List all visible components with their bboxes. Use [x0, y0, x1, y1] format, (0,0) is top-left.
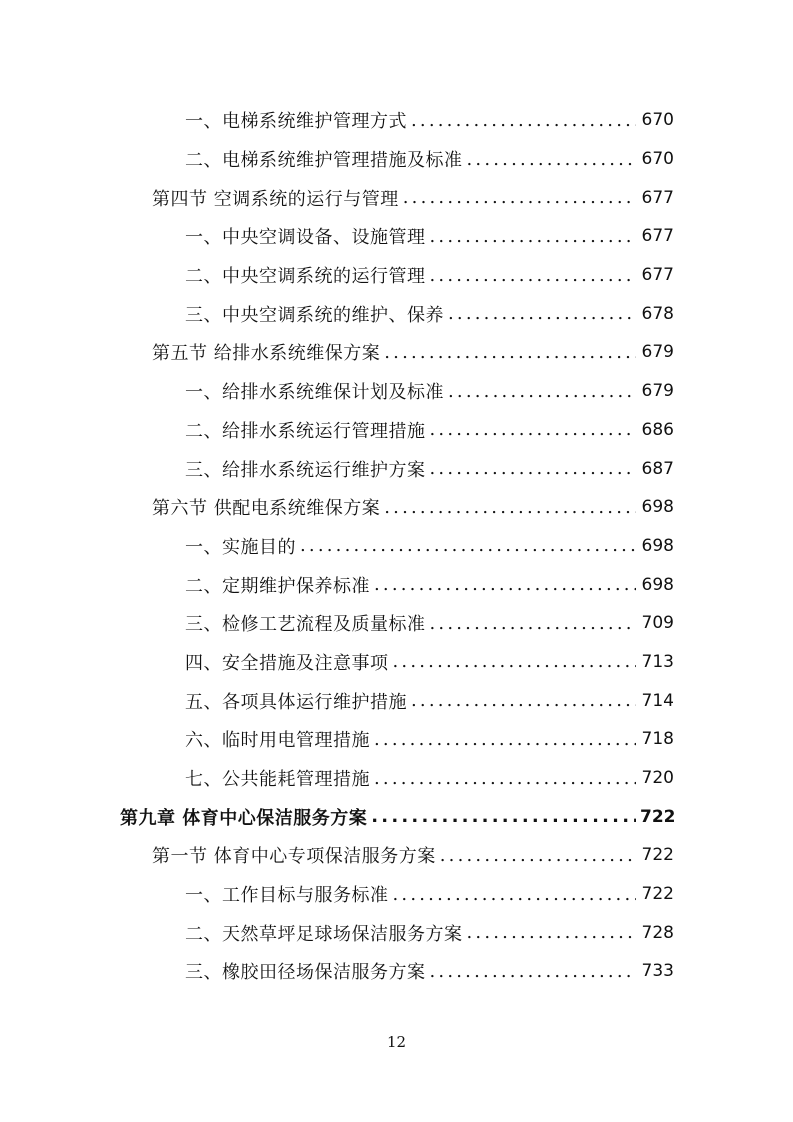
toc-leader-dots — [430, 458, 637, 479]
toc-leader-dots — [411, 110, 636, 131]
toc-chapter-entry[interactable] — [0, 797, 793, 836]
toc-entry-page: 678 — [641, 303, 674, 324]
toc-entry-page: 698 — [641, 535, 674, 556]
toc-entry-title: 第六节 供配电系统维保方案 — [152, 498, 381, 520]
toc-leader-dots — [467, 922, 637, 943]
toc-entry-title: 二、电梯系统维护管理措施及标准 — [185, 150, 463, 172]
toc-entry-title: 三、中央空调系统的维护、保养 — [185, 304, 444, 326]
toc-entry-title: 四、安全措施及注意事项 — [185, 652, 389, 674]
toc-entry-page: 677 — [641, 226, 674, 247]
toc-subsection-entry[interactable] — [0, 681, 793, 720]
toc-entry-title: 一、给排水系统维保计划及标准 — [185, 382, 444, 404]
toc-leader-dots — [371, 806, 636, 827]
table-of-contents — [0, 101, 793, 991]
toc-section-entry[interactable] — [0, 178, 793, 217]
toc-subsection-entry[interactable] — [0, 952, 793, 991]
toc-section-entry[interactable] — [0, 488, 793, 527]
toc-subsection-entry[interactable] — [0, 913, 793, 952]
toc-subsection-entry[interactable] — [0, 256, 793, 295]
toc-entry-page: 733 — [641, 961, 674, 982]
toc-subsection-entry[interactable] — [0, 759, 793, 798]
toc-entry-page: 679 — [641, 381, 674, 402]
toc-entry-title: 一、中央空调设备、设施管理 — [185, 227, 426, 249]
toc-entry-page: 670 — [641, 110, 674, 131]
toc-entry-title: 三、给排水系统运行维护方案 — [185, 459, 426, 481]
toc-entry-page: 728 — [641, 922, 674, 943]
toc-entry-title: 第一节 体育中心专项保洁服务方案 — [152, 846, 436, 868]
page-number: 12 — [386, 1033, 407, 1051]
toc-entry-title: 三、检修工艺流程及质量标准 — [185, 614, 426, 636]
toc-entry-title: 七、公共能耗管理措施 — [185, 769, 370, 791]
toc-leader-dots — [374, 574, 636, 595]
toc-leader-dots — [467, 149, 637, 170]
toc-entry-page: 679 — [641, 342, 674, 363]
toc-leader-dots — [448, 381, 636, 402]
toc-entry-page: 714 — [641, 690, 674, 711]
toc-entry-title: 第九章 体育中心保洁服务方案 — [120, 807, 368, 829]
toc-subsection-entry[interactable] — [0, 875, 793, 914]
toc-leader-dots — [374, 768, 636, 789]
toc-entry-title: 第四节 空调系统的运行与管理 — [152, 188, 399, 210]
toc-entry-title: 一、实施目的 — [185, 536, 296, 558]
toc-section-entry[interactable] — [0, 333, 793, 372]
toc-entry-page: 686 — [641, 419, 674, 440]
toc-entry-page: 722 — [640, 806, 676, 827]
toc-entry-page: 718 — [641, 729, 674, 750]
toc-leader-dots — [403, 187, 636, 208]
toc-subsection-entry[interactable] — [0, 604, 793, 643]
toc-subsection-entry[interactable] — [0, 720, 793, 759]
toc-entry-page: 677 — [641, 265, 674, 286]
toc-leader-dots — [374, 729, 636, 750]
toc-subsection-entry[interactable] — [0, 643, 793, 682]
toc-subsection-entry[interactable] — [0, 527, 793, 566]
toc-entry-title: 一、电梯系统维护管理方式 — [185, 111, 407, 133]
toc-entry-page: 709 — [641, 613, 674, 634]
toc-leader-dots — [411, 690, 636, 711]
toc-entry-title: 六、临时用电管理措施 — [185, 730, 370, 752]
toc-leader-dots — [430, 226, 637, 247]
toc-subsection-entry[interactable] — [0, 449, 793, 488]
toc-leader-dots — [430, 613, 637, 634]
toc-entry-page: 677 — [641, 187, 674, 208]
toc-subsection-entry[interactable] — [0, 101, 793, 140]
toc-entry-title: 三、橡胶田径场保洁服务方案 — [185, 962, 426, 984]
toc-entry-title: 一、工作目标与服务标准 — [185, 885, 389, 907]
toc-subsection-entry[interactable] — [0, 411, 793, 450]
toc-entry-title: 二、天然草坪足球场保洁服务方案 — [185, 923, 463, 945]
toc-leader-dots — [300, 535, 636, 556]
toc-entry-page: 670 — [641, 149, 674, 170]
toc-leader-dots — [440, 845, 636, 866]
toc-leader-dots — [384, 497, 636, 518]
toc-entry-title: 第五节 给排水系统维保方案 — [152, 343, 381, 365]
toc-leader-dots — [430, 265, 637, 286]
toc-leader-dots — [393, 884, 637, 905]
toc-leader-dots — [393, 651, 637, 672]
toc-entry-page: 713 — [641, 651, 674, 672]
toc-entry-page: 722 — [641, 884, 674, 905]
toc-subsection-entry[interactable] — [0, 565, 793, 604]
toc-leader-dots — [430, 961, 637, 982]
toc-entry-page: 687 — [641, 458, 674, 479]
toc-leader-dots — [384, 342, 636, 363]
toc-section-entry[interactable] — [0, 836, 793, 875]
toc-subsection-entry[interactable] — [0, 372, 793, 411]
toc-entry-page: 722 — [641, 845, 674, 866]
toc-subsection-entry[interactable] — [0, 217, 793, 256]
toc-entry-title: 二、中央空调系统的运行管理 — [185, 266, 426, 288]
toc-entry-title: 二、定期维护保养标准 — [185, 575, 370, 597]
toc-entry-title: 五、各项具体运行维护措施 — [185, 691, 407, 713]
toc-subsection-entry[interactable] — [0, 294, 793, 333]
toc-leader-dots — [430, 419, 637, 440]
toc-entry-page: 698 — [641, 574, 674, 595]
toc-entry-page: 720 — [641, 768, 674, 789]
toc-entry-page: 698 — [641, 497, 674, 518]
toc-entry-title: 二、给排水系统运行管理措施 — [185, 420, 426, 442]
toc-subsection-entry[interactable] — [0, 140, 793, 179]
toc-leader-dots — [448, 303, 636, 324]
